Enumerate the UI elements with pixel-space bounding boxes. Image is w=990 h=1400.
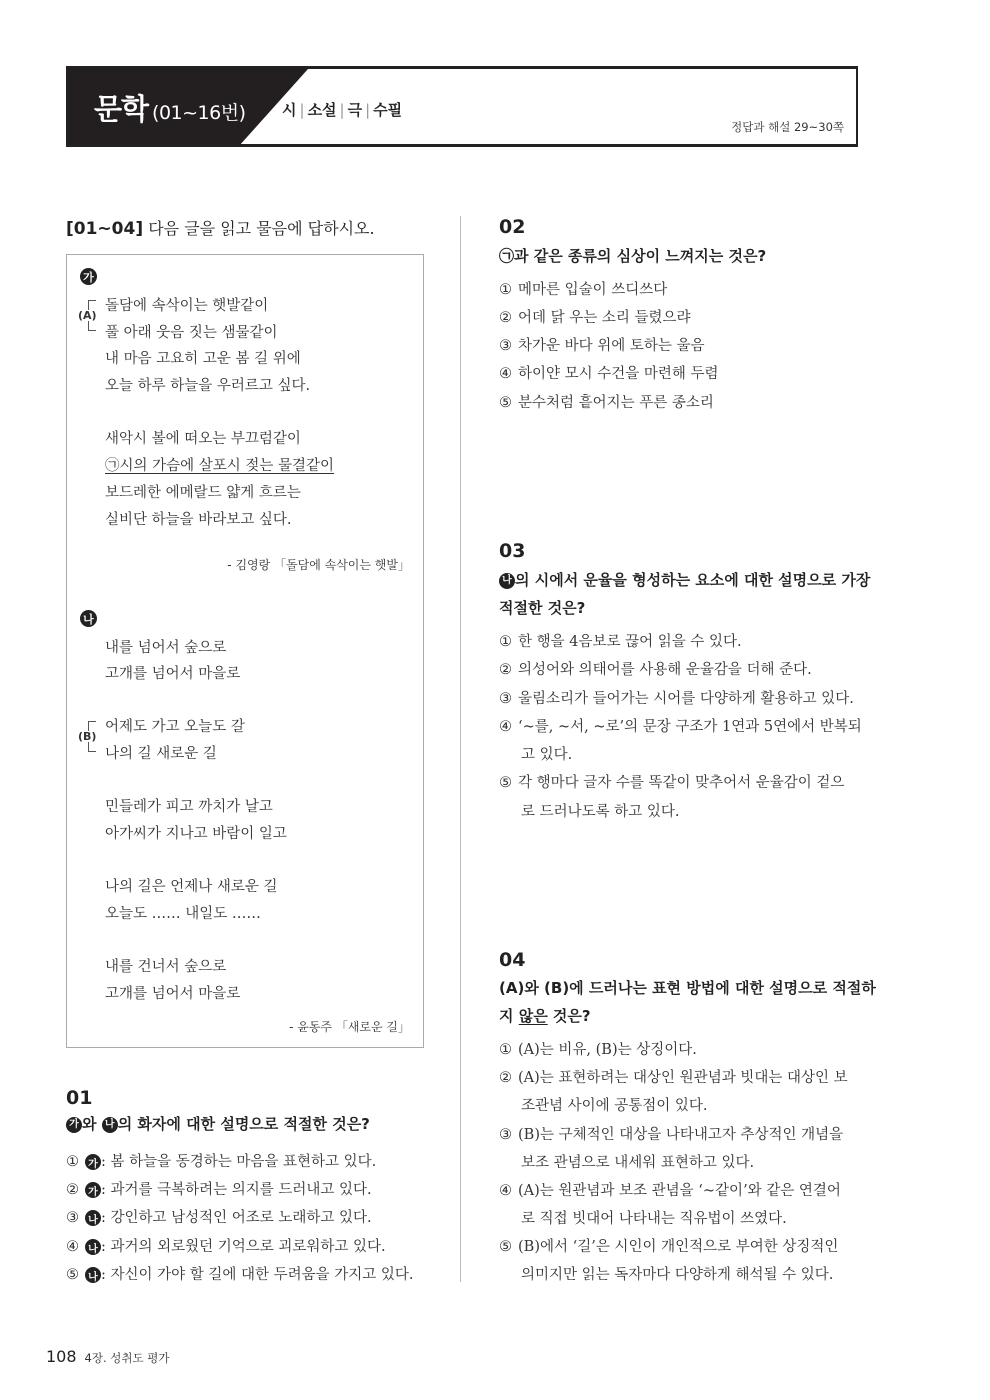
poem-line: 민들레가 피고 까치가 날고 xyxy=(105,799,273,815)
poem-line: 어제도 가고 오늘도 갈 xyxy=(105,719,245,735)
genre-drama: 극 xyxy=(347,101,363,119)
answer-option-continued: 고 있다. xyxy=(521,747,573,763)
genre-novel: 소설 xyxy=(307,101,337,119)
marker-ga: 가 xyxy=(66,1117,82,1133)
answer-option[interactable]: ⑤ 나 : 자신이 가야 할 길에 대한 두려움을 가지고 있다. xyxy=(66,1267,414,1283)
section-title xyxy=(94,87,245,128)
answer-option[interactable]: ③ (B)는 구체적인 대상을 나타내고자 추상적인 개념을 xyxy=(499,1127,844,1143)
poem-line: 돌담에 속삭이는 햇발같이 xyxy=(105,298,269,314)
question-prompt: 가 와 나 의 화자에 대한 설명으로 적절한 것은? xyxy=(66,1110,370,1138)
poem-line: 내를 넘어서 숲으로 xyxy=(105,640,227,656)
answer-option[interactable]: ⑤ (B)에서 ‘길’은 시인이 개인적으로 부여한 상징적인 xyxy=(499,1239,839,1255)
answer-option[interactable]: ② 의성어와 의태어를 사용해 운율감을 더해 준다. xyxy=(499,662,812,678)
question-prompt: ㉠과 같은 종류의 심상이 느껴지는 것은? xyxy=(499,247,767,265)
genre-essay: 수필 xyxy=(373,101,403,119)
section-title-text: 문학 xyxy=(94,92,149,126)
marker-na: 나 xyxy=(85,1210,101,1226)
passage-na-source: - 윤동주 「새로운 길」 xyxy=(289,1020,410,1034)
intro-text: 다음 글을 읽고 물음에 답하시오. xyxy=(148,219,375,238)
marker-na: 나 xyxy=(102,1117,118,1133)
question-set-intro xyxy=(66,216,375,239)
question-range: [01~04] xyxy=(66,219,144,239)
answer-option[interactable]: ⑤ 분수처럼 흩어지는 푸른 종소리 xyxy=(499,395,714,411)
section-header xyxy=(66,66,858,147)
poem-line: 오늘 하루 하늘을 우러르고 싶다. xyxy=(105,378,311,394)
passage-ga-marker: 가 xyxy=(80,268,97,285)
answer-option[interactable]: ③ 차가운 바다 위에 토하는 울음 xyxy=(499,338,705,354)
answer-option[interactable]: ① 가 : 봄 하늘을 동경하는 마음을 표현하고 있다. xyxy=(66,1154,377,1170)
answer-option[interactable]: ⑤ 각 행마다 글자 수를 똑같이 맞추어서 운율감이 겉으 xyxy=(499,775,845,791)
marker-na: 나 xyxy=(499,573,515,589)
marker-na: 나 xyxy=(85,1239,101,1255)
poem-line: 고개를 넘어서 마을로 xyxy=(105,986,241,1002)
poem-line-underlined: ㉠시의 가슴에 살포시 젖는 물결같이 xyxy=(105,458,335,474)
question-number: 04 xyxy=(499,949,526,971)
answer-reference: 정답과 해설 29~30쪽 xyxy=(731,120,844,134)
marker-na: 나 xyxy=(85,1267,101,1283)
answer-option[interactable]: ④ ‘~를, ~서, ~로’의 문장 구조가 1연과 5연에서 반복되 xyxy=(499,719,862,735)
answer-option-continued: 로 드러나도록 하고 있다. xyxy=(521,804,680,820)
passage-ga-source: - 김영랑 「돌담에 속삭이는 햇발」 xyxy=(227,558,410,572)
answer-option[interactable]: ④ (A)는 원관념과 보조 관념을 ‘~같이’와 같은 연결어 xyxy=(499,1183,841,1199)
answer-option-continued: 조관념 사이에 공통점이 있다. xyxy=(521,1098,708,1114)
answer-option[interactable]: ④ 나 : 과거의 외로웠던 기억으로 괴로워하고 있다. xyxy=(66,1239,386,1255)
question-prompt: 나 의 시에서 운율을 형성하는 요소에 대한 설명으로 가장 적절한 것은? xyxy=(499,571,871,617)
answer-option[interactable]: ④ 하이얀 모시 수건을 마련해 두렴 xyxy=(499,366,719,382)
column-divider xyxy=(460,216,461,1282)
poem-line: 나의 길 새로운 길 xyxy=(105,746,217,762)
poem-line: 내를 건너서 숲으로 xyxy=(105,959,227,975)
poem-line: 오늘도 …… 내일도 …… xyxy=(105,906,261,922)
poem-line: 실비단 하늘을 바라보고 싶다. xyxy=(105,512,292,528)
poem-line: 풀 아래 웃음 짓는 샘물같이 xyxy=(105,325,278,341)
poem-line: 고개를 넘어서 마을로 xyxy=(105,666,241,682)
bracket-a xyxy=(78,300,100,332)
page-number: 108 xyxy=(46,1347,77,1366)
poem-line: 나의 길은 언제나 새로운 길 xyxy=(105,879,278,895)
answer-option[interactable]: ③ 나 : 강인하고 남성적인 어조로 노래하고 있다. xyxy=(66,1210,372,1226)
genre-list: 시 | 소설 | 극 | 수필 xyxy=(282,101,403,119)
answer-option-continued: 보조 관념으로 내세워 표현하고 있다. xyxy=(521,1155,755,1171)
answer-option[interactable]: ② (A)는 표현하려는 대상인 원관념과 빗대는 대상인 보 xyxy=(499,1070,848,1086)
answer-option[interactable]: ③ 울림소리가 들어가는 시어를 다양하게 활용하고 있다. xyxy=(499,691,854,707)
page-footer xyxy=(46,1347,169,1366)
section-range: (01~16번) xyxy=(152,102,246,124)
answer-option[interactable]: ① (A)는 비유, (B)는 상징이다. xyxy=(499,1042,697,1058)
bracket-a-label: (A) xyxy=(78,309,97,322)
chapter-label: 4장. 성취도 평가 xyxy=(84,1351,170,1365)
bracket-b xyxy=(78,721,100,753)
answer-option-continued: 의미지만 읽는 독자마다 다양하게 해석될 수 있다. xyxy=(521,1267,834,1283)
answer-option[interactable]: ① 메마른 입술이 쓰디쓰다 xyxy=(499,282,668,298)
emphasis-underline: 않은 xyxy=(518,1007,548,1025)
answer-option[interactable]: ② 어데 닭 우는 소리 들렸으랴 xyxy=(499,310,691,326)
marker-ga: 가 xyxy=(85,1182,101,1198)
question-number: 03 xyxy=(499,540,526,562)
poem-line: 보드레한 에메랄드 얇게 흐르는 xyxy=(105,485,301,501)
genre-poem: 시 xyxy=(282,101,297,119)
question-number: 01 xyxy=(66,1087,93,1109)
question-prompt: (A)와 (B)에 드러나는 표현 방법에 대한 설명으로 적절하 지 않은 것은? xyxy=(499,979,876,1025)
bracket-b-label: (B) xyxy=(78,730,97,743)
marker-ga: 가 xyxy=(85,1154,101,1170)
answer-option-continued: 로 직접 빗대어 나타내는 직유법이 쓰였다. xyxy=(521,1211,787,1227)
question-number: 02 xyxy=(499,216,526,238)
poem-line: 아가씨가 지나고 바람이 일고 xyxy=(105,826,287,842)
poem-line: 내 마음 고요히 고운 봄 길 위에 xyxy=(105,351,301,367)
answer-option[interactable]: ① 한 행을 4음보로 끊어 읽을 수 있다. xyxy=(499,634,742,650)
passage-na-marker: 나 xyxy=(80,610,97,627)
answer-option[interactable]: ② 가 : 과거를 극복하려는 의지를 드러내고 있다. xyxy=(66,1182,372,1198)
poem-line: 새악시 볼에 떠오는 부끄럼같이 xyxy=(105,431,301,447)
